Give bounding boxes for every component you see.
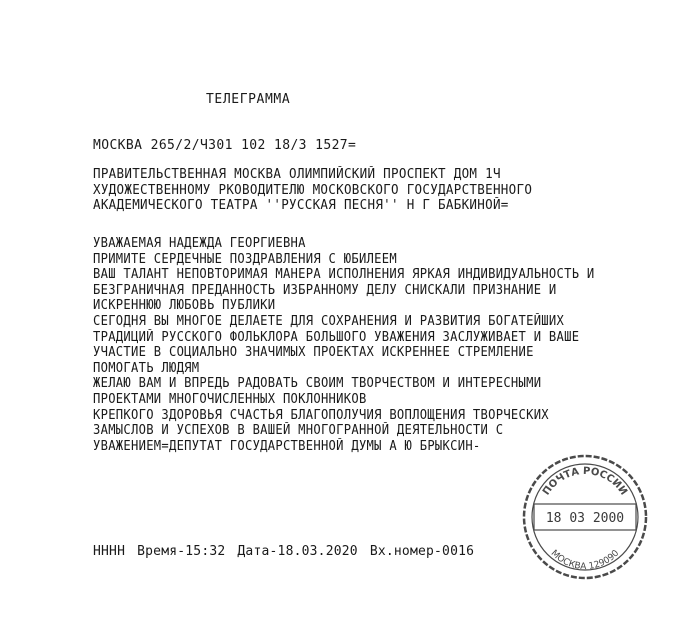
message-line: УВАЖАЕМАЯ НАДЕЖДА ГЕОРГИЕВНА xyxy=(93,236,306,251)
message-line: ВАШ ТАЛАНТ НЕПОВТОРИМАЯ МАНЕРА ИСПОЛНЕНИЯ ЯРКАЯ ИНДИВИДУАЛЬНОСТЬ И xyxy=(93,267,595,283)
message-line: КРЕПКОГО ЗДОРОВЬЯ СЧАСТЬЯ БЛАГОПОЛУЧИЯ ВОПЛОЩЕНИЯ ТВОРЧЕСКИХ xyxy=(93,407,549,423)
message-line: СЕГОДНЯ ВЫ МНОГОЕ ДЕЛАЕТЕ ДЛЯ СОХРАНЕНИЯ И РАЗВИТИЯ БОГАТЕЙШИХ xyxy=(93,313,565,329)
footer-date: Дата-18.03.2020 xyxy=(237,544,358,559)
message-line: ЗАМЫСЛОВ И УСПЕХОВ В ВАШЕЙ МНОГОГРАННОЙ ДЕЯТЕЛЬНОСТИ С xyxy=(93,423,504,439)
address-line: ПРАВИТЕЛЬСТВЕННАЯ МОСКВА ОЛИМПИЙСКИЙ ПРОСПЕКТ ДОМ 1Ч xyxy=(93,167,501,182)
telegram-title: ТЕЛЕГРАММА xyxy=(206,92,291,107)
message-line: УВАЖЕНИЕМ=ДЕПУТАТ ГОСУДАРСТВЕННОЙ ДУМЫ А Ю БРЫКСИН- xyxy=(93,438,481,454)
message-line: БЕЗГРАНИЧНАЯ ПРЕДАННОСТЬ ИЗБРАННОМУ ДЕЛУ СНИСКАЛИ ПРИЗНАНИЕ И xyxy=(93,282,557,298)
message-line: ИСКРЕННЮЮ ЛЮБОВЬ ПУБЛИКИ xyxy=(93,298,276,314)
postal-stamp-seal xyxy=(520,452,650,582)
message-line: ПОМОГАТЬ ЛЮДЯМ xyxy=(93,360,200,376)
footer-code: НННН xyxy=(93,544,126,559)
address-line: ХУДОЖЕСТВЕННОМУ РКОВОДИТЕЛЮ МОСКОВСКОГО ГОСУДАРСТВЕННОГО xyxy=(93,182,533,198)
address-block xyxy=(93,167,548,214)
stamp-top-text: ПОЧТА РОССИИ xyxy=(540,465,630,498)
message-line: ПРИМИТЕ СЕРДЕЧНЫЕ ПОЗДРАВЛЕНИЯ С ЮБИЛЕЕМ xyxy=(93,251,397,267)
message-body xyxy=(93,236,629,454)
postal-stamp xyxy=(520,452,650,582)
telegram-footer xyxy=(93,544,486,559)
stamp-date: 18 03 2000 xyxy=(545,511,625,526)
message-line: ПРОЕКТАМИ МНОГОЧИСЛЕННЫХ ПОКЛОННИКОВ xyxy=(93,391,367,407)
message-line: ЖЕЛАЮ ВАМ И ВПРЕДЬ РАДОВАТЬ СВОИМ ТВОРЧЕСТВОМ И ИНТЕРЕСНЫМИ xyxy=(93,376,542,392)
footer-time: Время-15:32 xyxy=(137,544,226,559)
message-line: ТРАДИЦИЙ РУССКОГО ФОЛЬКЛОРА БОЛЬШОГО УВАЖЕНИЯ ЗАСЛУЖИВАЕТ И ВАШЕ xyxy=(93,329,580,345)
message-line: УЧАСТИЕ В СОЦИАЛЬНО ЗНАЧИМЫХ ПРОЕКТАХ ИСКРЕННЕЕ СТРЕМЛЕНИЕ xyxy=(93,345,534,361)
telegram-header-line: МОСКВА 265/2/Ч301 102 18/3 1527= xyxy=(93,138,357,153)
footer-number: Вх.номер-0016 xyxy=(369,544,475,559)
stamp-bottom-text: МОСКВА 129090 xyxy=(548,548,622,573)
address-line: АКАДЕМИЧЕСКОГО ТЕАТРА ''РУССКАЯ ПЕСНЯ'' Н Г БАБКИНОЙ= xyxy=(93,198,509,214)
